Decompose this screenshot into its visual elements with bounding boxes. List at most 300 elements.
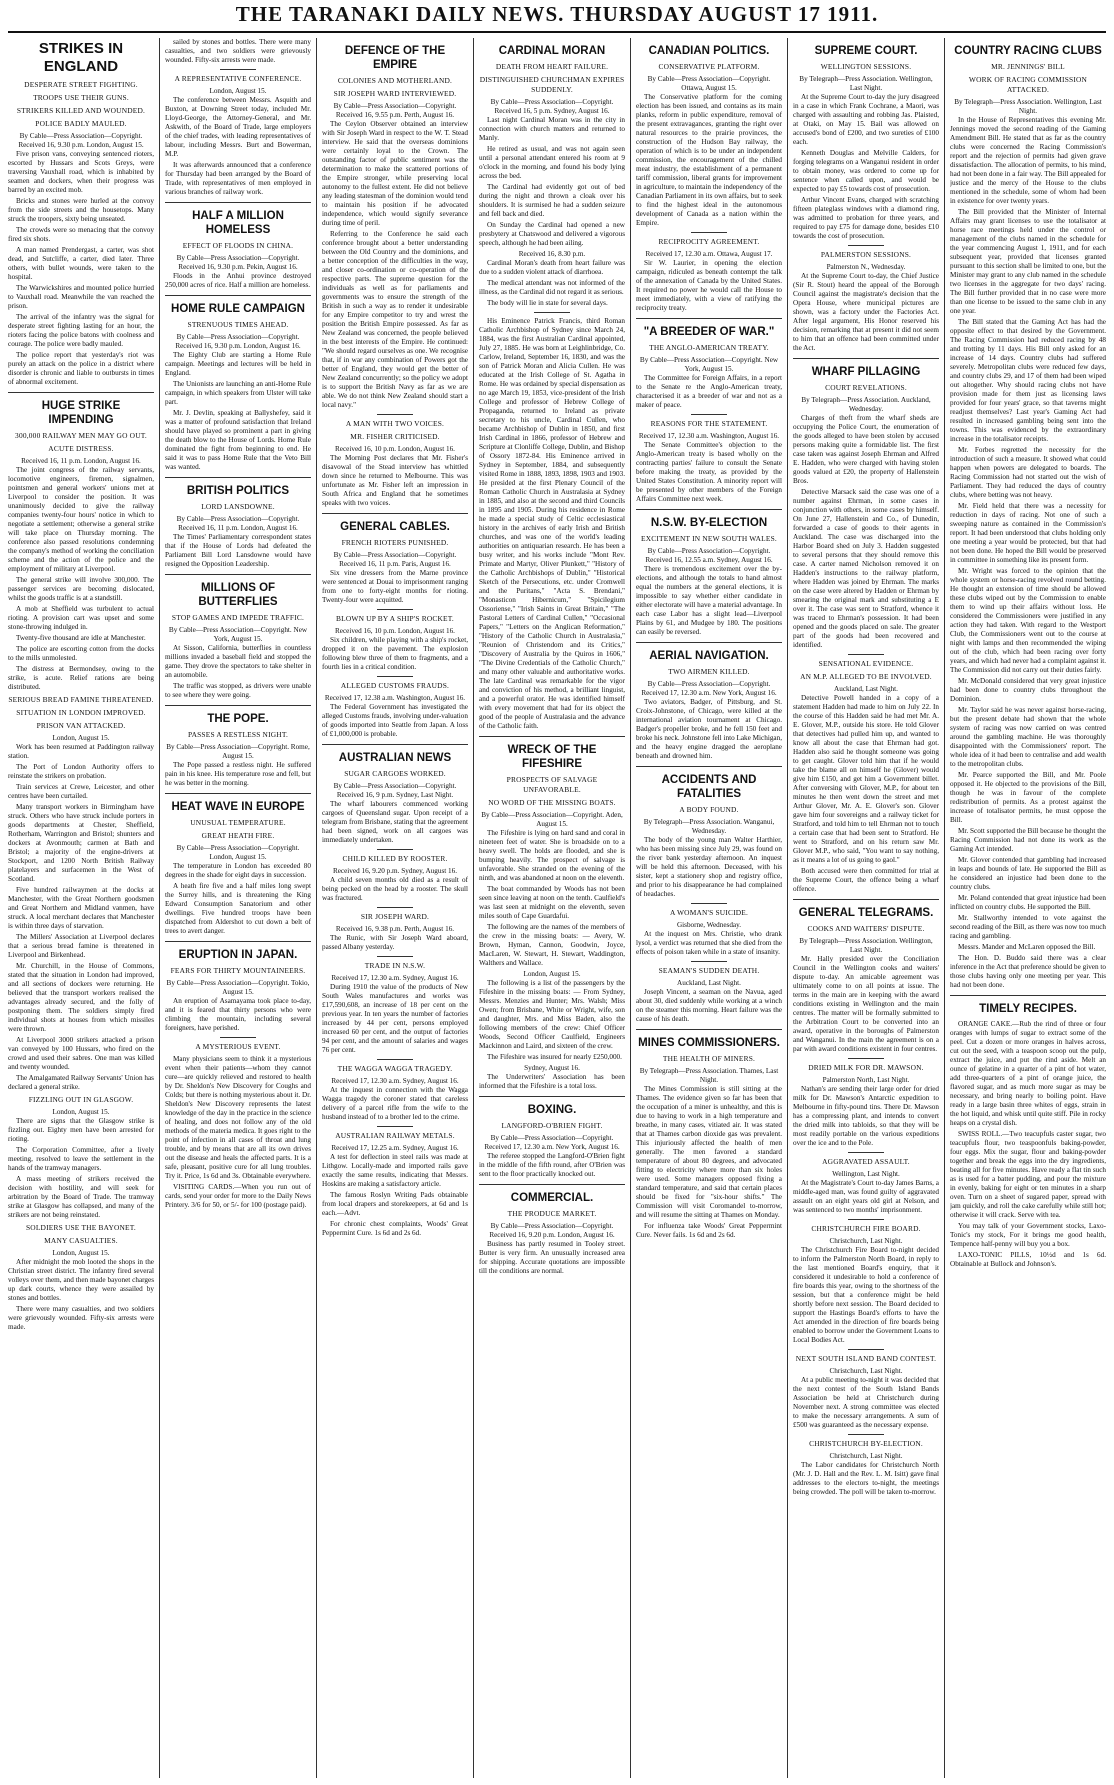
article-paragraph: sailed by stones and bottles. There were many casualties, and two soldiers were grievously wounded. Fifty-six arrests were made. [165, 38, 311, 64]
article-dateline: Palmerston N., Wednesday. [826, 263, 906, 271]
article-subheading: MR. JENNINGS' BILL [991, 62, 1065, 71]
article-headline: MINES COMMISSIONERS. [638, 1037, 780, 1049]
article-dateline: Received 17, 12.30 a.m. Ottawa, August 17. [645, 250, 773, 258]
article-paragraph: The Hon. D. Buddo said there was a clear inference in the Act that preference should be given to those clubs having only one meeting per year. This had not been done. [950, 954, 1106, 989]
article-paragraph: At the Supreme Court to-day, the Chief Justice (Sir R. Stout) heard the appeal of the Borough Council against the magistrate's decision that the Opera House, where municipal pictures are shown, was a factory under the Factories Act. After legal argument, His Honor reserved his decision, remarking that at present it did not seem to him that an offence had been committed under the Act. [793, 272, 939, 352]
article-dateline: Wellington, Last Night. [832, 1170, 900, 1178]
article-dateline: Received 16, 8.30 p.m. [518, 250, 586, 258]
article-paragraph: Work has been resumed at Paddington railway station. [8, 743, 154, 760]
column-7 [950, 38, 1106, 1778]
article-paragraph: Detective Marsack said the case was one of a number against Ehrman, in some cases in conjunction with others, in some cases by himself. On June 27, Hallenstein and Co., of Dunedin, forwarded a case of goods to their agents in Auckland. The case was discharged into the Harbor Board shed on July 3. Hadden suggested to several persons that they should remove this case. A carter named Nicholson removed it on Hadden's instructions to the railway platform, where Hadden was joined by Ehrman. The marks on the case were altered by Hadden or Ehrman by smearing the original mark and substituting a E over it. The case was sent to Stratford, whence it was traced to Ehrman's possession. It had been opened and the goods placed on sale. The greater part of the goods had been recovered and identified. [793, 488, 939, 649]
article-subheading: NO WORD OF THE MISSING BOATS. [488, 798, 616, 807]
column-5 [636, 38, 782, 1778]
article-paragraph: A mass meeting of strikers received the decision with hostility, and will seek for arbitration by the Board of Trade. The tramway strike at Glasgow has collapsed, and many of the strikers are not being reinstated. [8, 1175, 154, 1219]
article-paragraph: Mr. Taylor said he was never against horse-racing, but the present debate had shown that the whole system of racing was now carried on was centred around the gambling machine. He was thoroughly disappointed with the Commissioners' report. The whole idea of it had been to centralise and add wealth to the metropolitan clubs. [950, 706, 1106, 768]
article-subheading: DISTINGUISHED CHURCHMAN EXPIRES SUDDENLY. [479, 75, 625, 94]
article-paragraph: The Unionists are launching an anti-Home Rule campaign, in which speakers from Ulster will take part. [165, 380, 311, 406]
article-paragraph: Train services at Crewe, Leicester, and other centres have been curtailed. [8, 783, 154, 800]
article-paragraph: The Port of London Authority offers to reinstate the strikers on probation. [8, 763, 154, 780]
article-dateline: Received 16, 10 p.m. London, August 16. [335, 445, 455, 453]
article-subheading: EFFECT OF FLOODS IN CHINA. [182, 241, 294, 250]
column-divider [787, 38, 788, 1778]
article-paragraph: Kenneth Douglas and Melville Calders, for forging telegrams on a Wanganui resident in order to obtain money, was ordered to come up for sentence when called upon, and would be expected to pay £5 towards cost of prosecution. [793, 149, 939, 193]
article-paragraph: The arrival of the infantry was the signal for desperate street fighting lasting for an hour, the rioters facing the police batons with coolness and courage. The police were badly mauled. [8, 313, 154, 348]
article-paragraph: Mr. Hally presided over the Conciliation Council in the Wellington cooks and waiters' dispute to-day. An amicable agreement was ultimately come to on all points at issue. The terms in the main are in keeping with the award conditions existing in Wellington and the main centres. The matter will be formally submitted to the Arbitration Court to be converted into an award, operative in the boroughs of Palmerston and Wanganui. In the main the agreement is on a par with award conditions existent in four centres. [793, 955, 939, 1053]
article-subheading: AGGRAVATED ASSAULT. [822, 1157, 910, 1166]
article-paragraph: The Corporation Committee, after a lively meeting, resolved to leave the settlement in the hands of the tramway managers. [8, 1146, 154, 1172]
article-paragraph: A heath fire five and a half miles long swept the Surrey hills, and is threatening the King Edward Consumption Sanatorium and other dwellings. Five hundred troops have been dispatched from Aldershot to cut down a belt of trees to avert danger. [165, 882, 311, 935]
article-subheading: PALMERSTON SESSIONS. [820, 250, 912, 259]
article-paragraph: The Underwriters' Association has been informed that the Fifeshire is a total loss. [479, 1073, 625, 1090]
headline-rule [636, 1029, 782, 1030]
article-paragraph: A child seven months old died as a result of being pecked on the head by a rooster. The skull was fractured. [322, 876, 468, 902]
article-headline: BOXING. [527, 1104, 577, 1116]
article-paragraph: On Sunday the Cardinal had opened a new presbytery at Chatswood and delivered a vigorous speech, although he had been ailing. [479, 221, 625, 247]
article-headline: DEFENCE OF THE EMPIRE [344, 45, 446, 71]
article-subheading: COOKS AND WAITERS' DISPUTE. [807, 924, 925, 933]
article-subheading: SENSATIONAL EVIDENCE. [818, 659, 914, 668]
article-paragraph: The Committee for Foreign Affairs, in a report to the Senate re the Anglo-American treaty, characterised it as a breeder of war and not as a maker of peace. [636, 374, 782, 409]
article-paragraph: The Ceylon Observer obtained an interview with Sir Joseph Ward in respect to the W. T. Stead interview. He said that the overseas dominions were certainly loyal to the Crown. The outstanding factor of public sentiment was the determination to make the scattered portions of the Empire stronger, while preserving local autonomy to the fullest extent. He did not believe any leading statesman of the dominion would tend to maintain his position if he advocated independence, which would signify severance during time of peril. [322, 120, 468, 227]
section-separator [691, 903, 727, 904]
article-paragraph: Bricks and stones were hurled at the convoy from the side streets and the housetops. Many struck the troopers, sixty being unseated. [8, 197, 154, 223]
section-separator [848, 1219, 884, 1220]
article-headline: GENERAL CABLES. [340, 521, 450, 533]
article-paragraph: The Conservative platform for the coming election has been issued, and contains as its main planks, reform in public expenditure, removal of the present extravagances, granting the right over natural resources to the prairie provinces, the construction of the Hudson Bay railway, the operation of which is to be under an independent commission, the encouragement of the chilled meat industry, the establishment of a permanent tariff commission, liberal grants for improvement in agriculture, to maintain the independency of the Canadian Parliament in its own affairs, but to seek to find the highest ideal in the autonomous development of Canada as a nation within the Empire. [636, 93, 782, 227]
article-paragraph: The Fifeshire is lying on hard sand and coral in nineteen feet of water. She is broadside on to a heavy swell. The holds are flooded, and she is bumping heavily. The prospect of salvage is unfavorable. She stranded on the evening of the ninth, and was abandoned at noon on the eleventh. [479, 829, 625, 882]
article-dateline: Received 17, 12.30 a.m. Sydney, August 16. [331, 1077, 459, 1085]
article-dateline: Christchurch, Last Night. [829, 1367, 903, 1375]
column-divider [159, 38, 160, 1778]
article-headline: BRITISH POLITICS [186, 485, 290, 497]
article-subheading: A WOMAN'S SUICIDE. [669, 908, 749, 917]
article-paragraph: There were many casualties, and two soldiers were grievously wounded. Fifty-six arrests were made. [8, 1305, 154, 1331]
article-subheading: CHILD KILLED BY ROOSTER. [342, 854, 448, 863]
headline-rule [322, 744, 468, 745]
article-dateline: By Cable—Press Association—Copyright. Received 16, 9.30 p.m. London, August 15. [18, 132, 144, 149]
article-headline: WHARF PILLAGING [811, 366, 921, 378]
article-subheading: SITUATION IN LONDON IMPROVED. [16, 708, 146, 717]
article-subheading: SEAMAN'S SUDDEN DEATH. [658, 966, 760, 975]
article-subheading: FIZZLING OUT IN GLASGOW. [28, 1095, 134, 1104]
article-paragraph: Two aviators, Badger, of Pittsburg, and St. Croix-Johnstone, of Chicago, were killed at the international aviation tournament at Chicago. Badger's propeller broke, and he fell 150 feet and broke his neck. Johnstone fell into Lake Michigan, and the heavy engine dragged the aeroplane beneath and drowned him. [636, 698, 782, 760]
article-headline: STRIKES IN ENGLAND [38, 40, 124, 75]
article-subheading: CHRISTCHURCH BY-ELECTION. [809, 1439, 923, 1448]
article-subheading: NEXT SOUTH ISLAND BAND CONTEST. [795, 1354, 937, 1363]
article-subheading: SERIOUS BREAD FAMINE THREATENED. [8, 695, 154, 704]
article-paragraph: A man named Prendergast, a carter, was shot dead, and Sutcliffe, a carter, died later. Three others, with bullet wounds, were taken to the hospital. [8, 246, 154, 281]
article-subheading: TWO AIRMEN KILLED. [668, 667, 750, 676]
section-separator [848, 1058, 884, 1059]
article-subheading: MANY CASUALTIES. [44, 1236, 118, 1245]
article-dateline: Received 17, 12.30 a.m. Sydney, August 16. [331, 974, 459, 982]
article-dateline: London, August 15. [52, 734, 110, 742]
article-subheading: ALLEGED CUSTOMS FRAUDS. [340, 681, 450, 690]
article-headline: CARDINAL MORAN [498, 45, 606, 57]
article-paragraph: The Labor candidates for Christchurch North (Mr. J. D. Hall and the Rev. L. M. Isitt) gave final addresses to the electors to-night, the meetings being crowded. The poll will be taken to-morrow. [793, 1461, 939, 1496]
article-paragraph: For influenza take Woods' Great Peppermint Cure. Never fails. 1s 6d and 2s 6d. [636, 1222, 782, 1239]
article-paragraph: Many transport workers in Birmingham have struck. Others who have struck include porters in goods departments at Chester, Sheffield, Rotherham, Warrington and Bristol; shunters and dockers at Avonmouth; carmen at Bath and Bristol; a majority of the engine-drivers at Stockport, and 1200 North British Railway platelayers and surfacemen in the West of Scotland. [8, 803, 154, 883]
column-3 [322, 38, 468, 1778]
article-dateline: Auckland, Last Night. [677, 979, 741, 987]
article-subheading: RECIPROCITY AGREEMENT. [658, 237, 760, 246]
article-paragraph: The traffic was stopped, as drivers were unable to see where they were going. [165, 682, 311, 699]
article-paragraph: Arthur Vincent Evans, charged with scratching fifteen plateglass windows with a diamond ring, was admitted to probation for three years, and required to pay £75 for damage done, besides £10 towards the cost of prosecution. [793, 196, 939, 240]
article-dateline: By Cable—Press Association—Copyright. London, August 15. [176, 844, 300, 861]
article-paragraph: His Eminence Patrick Francis, third Roman Catholic Archbishop of Sydney since March 24, 1884, was the first Australian Cardinal appointed, July 27, 1885. He was born at Leighlinbridge, Co. Carlow, Ireland, September 16, 1830, and was the son of Patrick Moran and Alicia Cullen. He was educated at the Irish College of St. Agatha in Rome. He was ordained by special dispensation as no age March 19, 1853, vice-president of the Irish College and professor of Hebrew College of Propaganda, returned to Ireland as private secretary to his uncle, Cardinal Cullen, who became Archbishop of Dublin in 1850, and first Irish Cardinal in 1866, professor of Hebrew and Scripture at Clonliffe College, Dublin, and Bishop of Ossory 1872-84. His Eminence arrived in Sydney in September, 1884, and subsequently visited Rome in 1888, 1893, 1898, 1903 and 1903. He presided at the first Plenary Council of the Roman Catholic Church in Australasia at Sydney in 1885, and also at the second and third Councils in 1895 and 1905. During his residence in Rome he made a special study of Celtic ecclesiastical history in the archives of early Irish and British churches, and was one of the world's leading authorities on antiquarian research. He has been a busy writer, and his works include "Mont Rev. Primate and Martyr, Oliver Plunkett," "History of the Catholic Archbishops of Dublin," "Historical Sketch of the Persecutions, etc. under Cromwell and the Puritans," "Acta S. Brendani," "Monasticon Hibernicum," "Spicilegium Ossoriense," "Irish Saints in Great Britain," "The Pastoral Letters of Cardinal Cullen," "Occasional Papers," "Letters on the Anglican Reformation," "History of the Catholic Church in Australasia," "Reunion of Christendom and its Critics," "Discovery of Australia by the Quiros in 1606," "The Divine Credentials of the Catholic Church," and many other valuable and authoritative works. The late Cardinal was remarkable for the vigor and conviction of his method, a brilliant linguist, and a powerful orator. He was identified himself with every movement that had for its object the good of the people of Australasia and the advance of the Catholic faith. [479, 317, 625, 730]
article-paragraph: At Liverpool 3000 strikers attacked a prison van conveyed by 100 Hussars, who fired on the crowd and used their sabres. One man was killed and twenty wounded. [8, 1036, 154, 1071]
article-paragraph: The conference between Messrs. Asquith and Buxton, at Downing Street today, included Mr. Lloyd-George, the Attorney-General, and Mr. Askwith, of the Board of Trade, large employers of the chief trades, with leading representatives of labour, including Messrs. Burt and Bowerman, M.P. [165, 96, 311, 158]
column-6 [793, 38, 939, 1778]
article-headline: TIMELY RECIPES. [979, 1003, 1077, 1015]
headline-rule [636, 766, 782, 767]
article-paragraph: The police report that yesterday's riot was purely an attack on the police in a district where disorder is chronic and liable to outbursts in times of abnormal excitement. [8, 351, 154, 386]
article-dateline: Sydney, August 16. [524, 1064, 580, 1072]
article-paragraph: Mr. Wright was forced to the opinion that the whole system or horse-racing revolved round betting. He thought an extension of time should be allowed these clubs wiped out by the Commission to enable them to wind up their affairs without loss. He considered the Commissioners were justified in any action they had taken. With regard to the Westport Club, the Commissioners went out to the course at night with lamps and then recommended the wiping out of the club, which had been racing over forty years, and which had never had a complaint against it. The Commission did not carry out their duties fairly. [950, 567, 1106, 674]
article-paragraph: Mr. J. Devlin, speaking at Ballyshefey, said it was a matter of profound satisfaction that Ireland should have played so prominent a part in giving the death blow to the House of Lords. Home Rule dominated the fight from beginning to end. He said it was to pass Home Rule that the Veto Bill was wanted. [165, 409, 311, 471]
article-dateline: By Cable—Press Association—Copyright. Received 17, 12.30 a.m. New York, August 16. [484, 1134, 620, 1151]
article-paragraph: Five hundred railwaymen at the docks at Manchester, with the Great Northern goodsmen and Great Northern and Midland vanmen, have struck. A local merchant declares that Manchester is within three days of starvation. [8, 886, 154, 930]
article-paragraph: The Eighty Club are starting a Home Rule campaign. Meetings and lectures will be held in England. [165, 351, 311, 377]
article-subheading: EXCITEMENT IN NEW SOUTH WALES. [641, 534, 777, 543]
section-separator [848, 654, 884, 655]
article-paragraph: The Morning Post declares that Mr. Fisher's disavowal of the Stead interview has whittled down since he returned to Melbourne. This was unfortunate as Mr. Fisher left an impression in South Africa and England that he sometimes speaks with two voices. [322, 454, 468, 507]
article-paragraph: The Millers' Association at Liverpool declares that a serious bread famine is threatened in Liverpool and Birkenhead. [8, 933, 154, 959]
article-subheading: SUGAR CARGOES WORKED. [344, 769, 446, 778]
article-paragraph: Joseph Vincent, a seaman on the Navua, aged about 30, died suddenly while working at a winch on the steamer this morning. Heart failure was the cause of his death. [636, 988, 782, 1023]
article-dateline: Received 16, 11 p.m. London, August 16. [21, 457, 141, 465]
headline-rule [479, 1096, 625, 1097]
article-dateline: By Telegraph—Press Association. Wellington, Last Night. [799, 75, 933, 92]
article-subheading: LANGFORD-O'BRIEN FIGHT. [501, 1121, 603, 1130]
article-subheading: A BODY FOUND. [679, 805, 739, 814]
article-subheading: TROOPS USE THEIR GUNS. [33, 93, 129, 102]
article-headline: THE POPE. [207, 713, 269, 725]
article-headline: HEAT WAVE IN EUROPE [171, 801, 305, 813]
article-paragraph: Cardinal Moran's death from heart failure was due to a sudden violent attack of diarrhoea. [479, 259, 625, 276]
article-dateline: By Cable—Press Association—Copyright. Ottawa, August 15. [647, 75, 771, 92]
article-dateline: London, August 15. [52, 1108, 110, 1116]
article-paragraph: Referring to the Conference he said each conference brought about a better understanding between the Old Country and the dominions, and a better conception of the difficulties in the way, and closer co-ordination or co-operation of the respective parts. The supreme question for the individuals as well as for parliaments and governments was to ensure the strength of the British in such a way as to render it undesirable for any Empire competitor to try and wrest the position the British Empire possessed. As far as New Zealand was concerned, the people believed in the best interests of the Empire. He continued: "We should regard ourselves as one. We recognise that, if in war any combination of Powers got the better of England, they would get the better of New Zealand concurrently; so the policy we adopt is to support the British Navy as far as we are able. We do not think New Zealand should start a local navy." [322, 230, 468, 409]
article-paragraph: Both accused were then committed for trial at the Supreme Court, the offence being a wharf offence. [793, 867, 939, 893]
headline-rule [793, 899, 939, 900]
article-paragraph: Detective Powell handed in a copy of a statement Hadden had made to him on July 22. In the course of this Hadden said he had met Mr. A. E. Glover, M.P., outside his store. He told Glover that detectives had pulled him up, and wanted to know all about the case that Ehrman had got. Hadden also said he thought someone was going to get caught. Glover told him that if he would take the blame all on himself he (Glover) would give him £150, and get him a Government billet. After conversing with Glover, M.P., for about ten minutes he then went down the street and met Arthur Glover, Mr. A. E. Glover's son. Glover gave him four sovereigns and a railway ticket for Stratford, and told him to tell Ehrman not to touch a certain case that had been sent to Stratford. He went to Stratford, and on his return saw Mr. Glover M.P., who said, "You want to say nothing, as it means a lot of us going to gaol." [793, 694, 939, 864]
article-paragraph: Charges of theft from the wharf sheds are occupying the Police Court, the enumeration of the goods alleged to have been stolen by accused persons making quite a formidable list. The first case taken was against Joseph Ehrman and Alfred E. Hadden, who were charged with having stolen goods valued at £20, the property of Hallenstein Bros. [793, 414, 939, 485]
article-paragraph: Mr. Glover contended that gambling had increased in leaps and bounds of late. He supported the Bill as he considered an injustice had been done to the country clubs. [950, 856, 1106, 891]
article-paragraph: Mr. Scott supported the Bill because he thought the Racing Commission had not done its work as the Gaming Act intended. [950, 827, 1106, 853]
article-subheading: POLICE BADLY MAULED. [35, 119, 127, 128]
article-headline: "A BREEDER OF WAR." [643, 326, 775, 338]
article-paragraph: A test for deflection in steel rails was made at Lithgow. Locally-made and imported rails gave exactly the same results, indicating that Messrs. Hoskins are making a satisfactory article. [322, 1153, 468, 1188]
article-dateline: By Cable—Press Association—Copyright. Received 16, 12.55 a.m. Sydney, August 16. [645, 547, 773, 564]
article-dateline: By Telegraph—Press Association. Wanganui, Wednesday. [643, 818, 775, 835]
article-subheading: FRENCH RIOTERS PUNISHED. [341, 538, 449, 547]
headline-rule [165, 477, 311, 478]
headline-rule [636, 642, 782, 643]
section-separator [220, 69, 256, 70]
article-paragraph: VISITING CARDS.—When you run out of cards, send your order for more to the Daily News Printery. 3/6 for 50, or 5/- for 100 (postage paid). [165, 1183, 311, 1209]
article-headline: ACCIDENTS AND FATALITIES [661, 774, 757, 800]
article-paragraph: At the Supreme Court to-day the jury disagreed in a case in which Frank Cochrane, a Maori, was charged with assaulting and robbing Jas. Plaisted, at Otaki, on May 15. Bail was allowed on accused's bond of £200, and two sureties of £100 each. [793, 93, 939, 146]
article-paragraph: The distress at Bermondsey, owing to the strike, is acute. Relief rations are being distributed. [8, 665, 154, 691]
article-headline: AERIAL NAVIGATION. [649, 650, 769, 662]
article-paragraph: Last night Cardinal Moran was in the city in connection with church matters and returned to Manly. [479, 116, 625, 142]
article-dateline: Received 17, 12.25 a.m. Sydney, August 16. [331, 1144, 459, 1152]
section-separator [848, 1152, 884, 1153]
article-dateline: By Cable—Press Association—Copyright. Received 17, 12.30 a.m. New York, August 16. [641, 680, 777, 697]
article-subheading: STRENUOUS TIMES AHEAD. [187, 320, 289, 329]
article-dateline: London, August 15. [209, 87, 267, 95]
article-dateline: By Cable—Press Association—Copyright. Received 16, 9.30 p.m. London, August 16. [175, 333, 301, 350]
section-separator [377, 676, 413, 677]
headline-rule [165, 793, 311, 794]
article-headline: HUGE STRIKE IMPENDING [41, 400, 121, 426]
article-paragraph: At a public meeting to-night it was decided that the next contest of the South Island Bands Association be held at Christchurch during November next. A strong committee was elected to make the necessary arrangements. A sum of £500 was guaranteed as the necessary expense. [793, 1376, 939, 1429]
article-paragraph: It was afterwards announced that a conference for Thursday had been arranged by the Board of Trade, with representatives of men employed in various branches of railway work. [165, 161, 311, 196]
headline-rule [165, 202, 311, 203]
article-subheading: PRISON VAN ATTACKED. [36, 721, 126, 730]
article-subheading: STRIKERS KILLED AND WOUNDED. [16, 106, 146, 115]
article-paragraph: The Amalgamated Railway Servants' Union has declared a general strike. [8, 1074, 154, 1091]
article-dateline: Gisborne, Wednesday. [676, 921, 742, 929]
article-dateline: By Cable—Press Association—Copyright. Received 16, 9.30 p.m. Pekin, August 16. [176, 254, 300, 271]
article-dateline: By Cable—Press Association—Copyright. Received 16, 11 p.m. Paris, August 16. [333, 551, 457, 568]
section-separator [848, 245, 884, 246]
article-dateline: By Cable—Press Association—Copyright. New York, August 15. [639, 356, 779, 373]
article-paragraph: ORANGE CAKE.—Rub the rind of three or four oranges with lumps of sugar to extract some of the peel. Cut a dozen or more oranges in halves across, cut out the seed, with a teaspoon scoop out the pulp, extract the juice, and put the rind aside. Melt an ounce of gelatine in a quarter of a pint of hot water, add three-quarters of a pint of orange juice, the flavored sugar, and as much more sugar as may be necessary, and bring nearly to boiling point. Have ready in a large basin three whites of eggs, strain in the hot liquid, and whisk until quite stiff. Pile in rocky heaps on a crystal dish. [950, 1020, 1106, 1127]
article-paragraph: Mr. Poland contended that great injustice had been inflicted on country clubs. He supported the Bill. [950, 894, 1106, 911]
article-paragraph: An eruption of Asamayama took place to-day, and it is feared that thirty persons who were climbing the mountain, including several foreigners, have perished. [165, 997, 311, 1032]
article-dateline: By Cable—Press Association—Copyright. Tokio, August 15. [166, 979, 310, 996]
article-headline: COMMERCIAL. [510, 1192, 594, 1204]
article-paragraph: Business has partly resumed in Tooley street. Butter is very firm. An unusually increased area for shipping. Accurate quotations are impossible till the conditions are normal. [479, 1240, 625, 1275]
article-paragraph: The medical attendant was not informed of the illness, as the Cardinal did not regard it as serious. [479, 279, 625, 296]
article-paragraph: At the inquest in connection with the Wagga Wagga tragedy the coroner stated that careless delivery of a parcel rifle from the wife to the husband instead of to a brother led to the crime. [322, 1086, 468, 1121]
article-subheading: WORK OF RACING COMMISSION ATTACKED. [968, 75, 1088, 94]
column-4 [479, 38, 625, 1778]
article-subheading: PROSPECTS OF SALVAGE UNFAVORABLE. [506, 775, 598, 794]
article-subheading: TRADE IN N.S.W. [364, 961, 426, 970]
article-paragraph: Many physicians seem to think it a mysterious event when their patients—whom they cannot cure—are quickly relieved and restored to health by Dr. Sheldon's New Discovery for Coughs and Colds; but there is nothing mysterious about it. Dr. Sheldon's New Discovery represents the latest knowledge of the day in the practice in the science of healing, and does not follow any of the old methods of the materia medica. It goes right to the point of infection in all cases of throat and lung trouble, and by means that are all its own drives out the disease and heals the affected parts. It is a safe, pleasant, positive cure for all lung troubles. Try it. Price, 1s 6d and 3s. Obtainable everywhere. [165, 1055, 311, 1180]
column-divider [316, 38, 317, 1778]
article-headline: COUNTRY RACING CLUBS [954, 45, 1102, 57]
article-paragraph: Floods in the Anhui province destroyed 250,000 acres of rice. Half a million are homeless. [165, 272, 311, 289]
article-subheading: GREAT HEATH FIRE. [201, 831, 275, 840]
column-divider [944, 38, 945, 1778]
article-paragraph: In the House of Representatives this evening Mr. Jennings moved the second reading of the Gaming Amendment Bill. He stated that as far as the country clubs were concerned the Racing Commission's report and the rejection of permits had given grave dissatisfaction. The allocation of permits, to his mind, had not been done in a fair way. The Bill appealed for justice and the mercy of the House to the clubs mentioned in the schedule, some of whom had been in existence for over twenty years. [950, 116, 1106, 205]
article-paragraph: Six children, while playing with a ship's rocket, dropped it on the pavement. The explosion following blew three of them to fragments, and a fourth lies in a critical condition. [322, 636, 468, 671]
article-paragraph: There are signs that the Glasgow strike is fizzling out. Eighty men have been arrested for rioting. [8, 1117, 154, 1143]
article-paragraph: The general strike will involve 300,000. The passenger services are becoming dislocated, whilst the goods traffic is at a standstill. [8, 576, 154, 602]
section-separator [691, 414, 727, 415]
column-divider [630, 38, 631, 1778]
article-paragraph: The Senate Committee's objection to the Anglo-American treaty is based wholly on the contracting parties' failure to consult the Senate before making the treaty, as provided by the United States Constitution. A minority report will be presented by other members of the Foreign Affairs Committee next week. [636, 441, 782, 503]
article-subheading: FEARS FOR THIRTY MOUNTAINEERS. [170, 966, 306, 975]
article-headline: HOME RULE CAMPAIGN [171, 303, 305, 315]
article-dateline: By Telegraph—Press Association. Thames, Last Night. [639, 1067, 779, 1084]
article-dateline: Received 16, 10 p.m. London, August 16. [335, 627, 455, 635]
headline-rule [636, 509, 782, 510]
article-paragraph: The body will lie in state for several days. [487, 299, 608, 307]
headline-rule [950, 995, 1106, 996]
article-subheading: UNUSUAL TEMPERATURE. [190, 818, 286, 827]
article-dateline: By Cable—Press Association—Copyright. Received 16, 9 p.m. Sydney, Last Night. [333, 782, 457, 799]
article-paragraph: Mr. Churchill, in the House of Commons, stated that the situation in London had improved, and all sections of dockers were returning. He believed that the transport workers realised the advantages already secured, and the folly of postponing them. The soldiers simply fired individual shots at houses from which missiles were thrown. [8, 962, 154, 1033]
article-paragraph: For chronic chest complaints, Woods' Great Peppermint Cure. 1s 6d and 2s 6d. [322, 1220, 468, 1237]
headline-rule [479, 736, 625, 737]
article-subheading: 300,000 RAILWAY MEN MAY GO OUT. [15, 431, 147, 440]
article-subheading: A MYSTERIOUS EVENT. [195, 1042, 281, 1051]
article-paragraph: You may talk of your Government stocks, Laxo-Tonic's my stock, For it brings me good health, Tempence half-penny will buy you a box. [950, 1222, 1106, 1248]
article-paragraph: During 1910 the value of the products of New South Wales manufactures and works was £17,590,608, an increase of 18 per cent on the previous year. In ten years the number of factories increased by 44 per cent, persons employed increased 60 per cent, and the output of factories 94 per cent, and the amount of salaries and wages 76 per cent. [322, 983, 468, 1054]
section-separator [377, 1059, 413, 1060]
article-subheading: WELLINGTON SESSIONS. [820, 62, 912, 71]
masthead-rule [8, 31, 1106, 33]
article-paragraph: The police are escorting cotton from the docks to the mills unmolested. [8, 645, 154, 662]
headline-rule [165, 295, 311, 296]
article-subheading: BLOWN UP BY A SHIP'S ROCKET. [336, 614, 454, 623]
article-paragraph: Twenty-five thousand are idle at Manchester. [16, 634, 146, 642]
article-paragraph: Nathan's are sending their large order for dried milk for Dr. Mawson's Antarctic expedition to Melbourne in fifty-pound tins. There Dr. Mawson has a compressing plant, and intends to convert the dried milk into tabloids, so that they will be most readily portable on the various expeditions over the ice and to the Pole. [793, 1085, 939, 1147]
section-separator [377, 414, 413, 415]
article-paragraph: The Mines Commission is still sitting at the Thames. The evidence given so far has been that the occupation of a miner is unhealthy, and this is due to having to work in a high temperature and breathe, in many cases, vitiated air. It was stated that at Thames carbon dioxide gas was prevalent. This injuriously affected the health of men generally. The men favored a standard temperature of about 80 degrees, and advocated fitting to electricity where more than six holes were used. Some managers opposed fixing a standard temperature, and said that certain places should be fixed for "six-hour shifts." The Commission will visit Coromandel to-morrow, and will resume the sitting at Thames on Monday. [636, 1085, 782, 1219]
article-subheading: LORD LANSDOWNE. [201, 502, 275, 511]
article-dateline: Received 16, 9.38 p.m. Perth, August 16. [335, 925, 455, 933]
article-dateline: By Telegraph—Press Association. Auckland, Wednesday. [801, 396, 931, 413]
article-headline: SUPREME COURT. [814, 45, 918, 57]
article-subheading: COLONIES AND MOTHERLAND. [337, 76, 453, 85]
article-dateline: By Cable—Press Association—Copyright. New York, August 15. [168, 626, 308, 643]
article-subheading: ACUTE DISTRESS. [48, 444, 114, 453]
article-dateline: By Cable—Press Association—Copyright. Received 16, 11 p.m. London, August 16. [176, 515, 300, 532]
masthead: THE TARANAKI DAILY NEWS. THURSDAY AUGUST 17 1911. [235, 2, 879, 26]
section-separator [377, 956, 413, 957]
article-paragraph: The Runic, with Sir Joseph Ward aboard, passed Albany yesterday. [322, 934, 468, 951]
headline-rule [165, 941, 311, 942]
article-paragraph: Mr. Forbes regretted the necessity for the introduction of such a measure. It showed what could happen when powers are delegated to boards. The Racing Commission had not started out the wish of Parliament. They had reduced the days of country clubs, where betting was not heavy. [950, 446, 1106, 499]
column-2 [165, 38, 311, 1778]
article-dateline: By Telegraph—Press Association. Wellington, Last Night. [799, 937, 933, 954]
article-paragraph: Mr. McDonald considered that very great injustice had been done to country clubs throughout the Dominion. [950, 677, 1106, 703]
article-paragraph: The Cardinal had evidently got out of bed during the night and thrown a cloak over his shoulders. It is surmised he had a sudden seizure and fell back and died. [479, 183, 625, 218]
article-paragraph: Six vine dressers from the Marne province were sentenced at Douai to imprisonment ranging from one to forty-eight months for rioting. Twenty-four were acquitted. [322, 569, 468, 604]
article-paragraph: The referee stopped the Langford-O'Brien fight in the middle of the fifth round, after O'Brien was sent to the floor practically knocked out. [479, 1152, 625, 1178]
article-subheading: AUSTRALIAN RAILWAY METALS. [335, 1131, 455, 1140]
article-paragraph: Mr. Stallworthy intended to vote against the second reading of the Bill, as there was now too much racing and gambling. [950, 914, 1106, 940]
section-separator [848, 1349, 884, 1350]
section-separator [377, 1126, 413, 1127]
headline-rule [165, 705, 311, 706]
article-paragraph: The Bill stated that the Gaming Act has had the opposite effect to that desired by the Government. The Racing Commission had reduced racing by 48 and trotting by 11 days. His Bill only asked for an increase of 14 days. Country clubs had suffered severely. Metropolitan clubs were reduced few days, and country clubs 29, and 17 of them had been wiped out altogether. Why should racing clubs not have provision made for them just as licensing laws provided for four years' grace, so that taverns might readjust themselves? Last year's Gaming Act had resulted in increased gambling being sent into the towns. This was evidenced by the extraordinary increase in the totalisator receipts. [950, 318, 1106, 443]
column-divider [473, 38, 474, 1778]
article-headline: N.S.W. BY-ELECTION [650, 517, 768, 529]
article-paragraph: At the inquest on Mrs. Christie, who drank lysol, a verdict was returned that she died from the effects of poison taken while in a state of insanity. [636, 930, 782, 956]
article-paragraph: The following are the names of the members of the crew in the missing boats: — Avery, W. Brown, Hyman, Cannon, Goodwin, Joyce, MacLaren, W. Stewart, H. Stewart, Waddington, Walthers and Wallace. [479, 923, 625, 967]
article-paragraph: Five prison vans, conveying sentenced rioters, escorted by Hussars and Scots Greys, were traversing Vauxhall road, which is inhabited by seamen and dockers, when their progress was barred by an excited mob. [8, 150, 154, 194]
article-dateline: By Cable—Press Association—Copyright. Aden, August 15. [481, 811, 623, 828]
section-separator [377, 907, 413, 908]
article-headline: AUSTRALIAN NEWS [338, 752, 452, 764]
article-dateline: Christchurch, Last Night. [829, 1237, 903, 1245]
article-paragraph: Messrs. Mander and McLaren opposed the Bill. [958, 943, 1096, 951]
headline-rule [793, 358, 939, 359]
article-subheading: CONSERVATIVE PLATFORM. [658, 62, 760, 71]
article-dateline: Received 16, 9.20 p.m. Sydney, August 16. [332, 867, 458, 875]
article-subheading: MR. FISHER CRITICISED. [350, 432, 440, 441]
article-subheading: THE HEALTH OF MINERS. [662, 1054, 756, 1063]
section-separator [848, 1434, 884, 1435]
article-subheading: CHRISTCHURCH FIRE BOARD. [811, 1224, 921, 1233]
article-paragraph: The Warwickshires and mounted police hurried to Vauxhall road. Meanwhile the van reached the prison. [8, 284, 154, 310]
section-separator [691, 961, 727, 962]
article-headline: MILLIONS OF BUTTERFLIES [198, 582, 278, 608]
article-paragraph: The temperature in London has exceeded 80 degrees in the shade for eight days in succession. [165, 862, 311, 879]
article-paragraph: After midnight the mob looted the shops in the Christian street district. The infantry fired several volleys over them, and then made bayonet charges up dark courts, whence they were assailed by stones and bottles. [8, 1258, 154, 1302]
article-paragraph: The Bill provided that the Minister of Internal Affairs may grant licenses to use the totalisator at horse race meetings held under the control or management of the clubs named in the schedule for the year commencing August 1, 1911, and for each subsequent year, provided that licenses granted pursuant to this section shall be limited to one, but the Minister may grant to any club named in the schedule two licenses in the aggregate for two days' racing. The Bill further provided that in no case were more than one license to be issued to the same club in any one year. [950, 208, 1106, 315]
article-subheading: SOLDIERS USE THE BAYONET. [26, 1223, 136, 1232]
article-paragraph: The Times' Parliamentary correspondent states that if the House of Lords had defeated the Parliament Bill Lord Lansdowne would have resigned the Opposition Leadership. [165, 533, 311, 568]
article-paragraph: There is tremendous excitement over the by-elections, and although the totals to hand almost equal the numbers at the general elections, it is impossible to say whether either candidate in either electorate will have a material advantage. In each case Labor has a slight lead—Liverpool Plains by 61, and Mudgee by 180. The positions can easily be reversed. [636, 565, 782, 636]
article-paragraph: The wharf labourers commenced working cargoes of Queensland sugar. Upon receipt of a telegram from Brisbane, stating that the agreement had been signed, work on all cargoes was immediately undertaken. [322, 800, 468, 844]
article-subheading: SIR JOSEPH WARD INTERVIEWED. [333, 89, 457, 98]
article-paragraph: The body of the young man Walter Harthier, who has been missing since July 29, was found on the river bank yesterday afternoon. An inquest will be held this afternoon. Deceased, with his sister, kept a stationery shop and registry office, and prior to his disappearance he had complained of headaches. [636, 836, 782, 898]
article-subheading: COURT REVELATIONS. [825, 383, 907, 392]
article-subheading: THE ANGLO-AMERICAN TREATY. [649, 343, 769, 352]
article-subheading: SIR JOSEPH WARD. [360, 912, 430, 921]
article-subheading: AN M.P. ALLEGED TO BE INVOLVED. [800, 672, 932, 681]
article-dateline: Palmerston North, Last Night. [822, 1076, 910, 1084]
article-paragraph: The famous Roslyn Writing Pads obtainable from local drapers and storekeepers, at 6d and 1s each.—Advt. [322, 1191, 468, 1217]
headline-rule [322, 513, 468, 514]
column-1 [8, 38, 154, 1778]
article-headline: HALF A MILLION HOMELESS [192, 210, 284, 236]
article-subheading: PASSES A RESTLESS NIGHT. [187, 730, 289, 739]
article-headline: GENERAL TELEGRAMS. [798, 907, 934, 919]
article-paragraph: At Sisson, California, butterflies in countless millions invaded a baseball field and stopped the game. They drove the spectators to take shelter in an automobile. [165, 644, 311, 679]
article-dateline: London, August 15. [523, 970, 581, 978]
article-subheading: THE PRODUCE MARKET. [507, 1209, 597, 1218]
article-paragraph: The joint congress of the railway servants, locomotive engineers, firemen, signalmen, pointsmen and general workers' unions met at Liverpool to consider the position. It was unanimously decided to give the railway companies twenty-four hours' notice in which to negotiate a settlement; otherwise a general strike will take place on Thursday morning. The conference also passed resolutions condemning the company's method of working the conciliation scheme and the action of the police and the employment of military at Liverpool. [8, 466, 154, 573]
article-subheading: REASONS FOR THE STATEMENT. [650, 419, 768, 428]
article-paragraph: Mr. Field held that there was a necessity for reduction in days of racing. Not one of such a sweeping nature as contained in the Commission's report. It had been understood that clubs holding only one meeting a year would be protected, but that had not been done. He hoped the Bill would be preserved in committee in something like its present form. [950, 502, 1106, 564]
section-separator [534, 312, 570, 313]
article-paragraph: The Christchurch Fire Board to-night decided to inform the Palmerston North Board, in reply to the last mentioned Board's enquiry, that it considered it undesirable to hold a conference of fire boards this year, owing to the shortness of the session, but that a conference might be held shortly before next session. The Board decided to support the Hastings Board's efforts to have the Act amended in the direction of fire boards being enabled to borrow under the Government Loans to Local Bodies Act. [793, 1246, 939, 1344]
article-subheading: A REPRESENTATIVE CONFERENCE. [174, 74, 302, 83]
headline-rule [636, 318, 782, 319]
article-paragraph: The Federal Government has investigated the alleged Customs frauds, involving under-valuation of goods imported into Seattle from Japan. A loss of £1,000,000 is probable. [322, 703, 468, 738]
section-separator [377, 849, 413, 850]
article-headline: CANADIAN POLITICS. [648, 45, 770, 57]
article-paragraph: Sir W. Laurier, in opening the election campaign, ridiculed as beneath contempt the talk of the annexation of Canada by the United States. It required no power he would call the House to meet immediately, with a view of ratifying the reciprocity treaty. [636, 259, 782, 312]
article-subheading: THE WAGGA WAGGA TRAGEDY. [337, 1064, 453, 1073]
article-subheading: STOP GAMES AND IMPEDE TRAFFIC. [171, 613, 305, 622]
article-dateline: By Cable—Press Association—Copyright. Received 16, 9.20 p.m. London, August 16. [489, 1222, 615, 1239]
section-separator [377, 609, 413, 610]
article-headline: ERUPTION IN JAPAN. [178, 949, 298, 961]
article-subheading: DEATH FROM HEART FAILURE. [495, 62, 609, 71]
article-dateline: Received 17, 12.30 a.m. Washington, August 16. [638, 432, 780, 440]
article-paragraph: The following is a list of the passengers by the Fifeshire in the missing boats: — From Sydney, Messrs. Menzies and Hunter; Mrs. Walsh; Miss Owen; from Brisbane, White or Wright, wife, son and daughter, Mrs. and Miss Baden, also the following members of the crew: Chief Officer Woods, Second Officer Caulfield, Engineers Mackinnon and Laird, and sixteen of the crew. [479, 979, 625, 1050]
article-dateline: London, August 15. [52, 1249, 110, 1257]
article-subheading: A MAN WITH TWO VOICES. [345, 419, 445, 428]
article-dateline: By Cable—Press Association—Copyright. Received 16, 9.55 p.m. Perth, August 16. [333, 102, 457, 119]
article-paragraph: A mob at Sheffield was turbulent to actual rioting. A provision cart was upset and some stone-throwing indulged in. [8, 605, 154, 631]
article-dateline: Christchurch, Last Night. [829, 1452, 903, 1460]
section-separator [220, 1037, 256, 1038]
headline-rule [479, 1184, 625, 1185]
article-paragraph: LAXO-TONIC PILLS, 10½d and 1s 6d. Obtainable at Bullock and Johnson's. [950, 1251, 1106, 1268]
section-separator [691, 232, 727, 233]
